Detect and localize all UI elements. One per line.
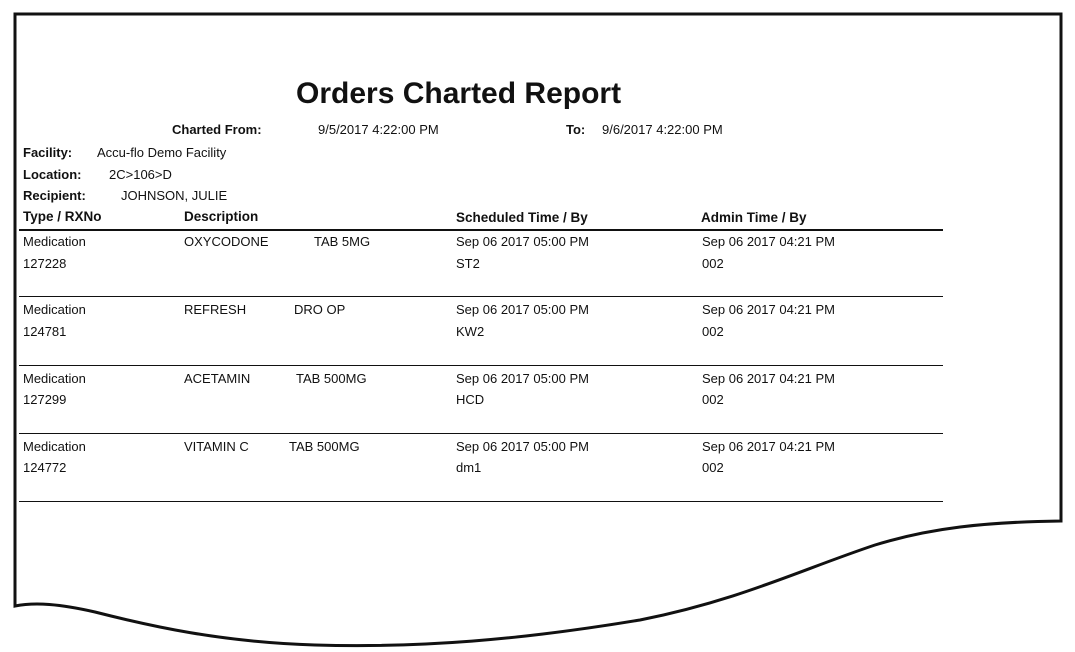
row-admin: Sep 06 2017 04:21 PM bbox=[702, 234, 835, 249]
column-header-admin: Admin Time / By bbox=[701, 210, 807, 225]
recipient-value: JOHNSON, JULIE bbox=[121, 188, 228, 203]
column-header-type-rxno: Type / RXNo bbox=[23, 209, 102, 224]
recipient-label: Recipient: bbox=[23, 188, 86, 203]
row-drug: REFRESH bbox=[184, 302, 247, 317]
column-header-scheduled: Scheduled Time / By bbox=[456, 210, 588, 225]
row-type: Medication bbox=[23, 234, 86, 249]
header-rule bbox=[19, 229, 943, 231]
row-scheduled: Sep 06 2017 05:00 PM bbox=[456, 302, 589, 317]
row-rxno: 124772 bbox=[23, 460, 67, 475]
row-scheduled-by: HCD bbox=[456, 392, 485, 407]
to-value: 9/6/2017 4:22:00 PM bbox=[602, 122, 723, 137]
row-drug: ACETAMIN bbox=[184, 371, 251, 386]
facility-label: Facility: bbox=[23, 145, 73, 160]
charted-from-value: 9/5/2017 4:22:00 PM bbox=[318, 122, 439, 137]
row-admin: Sep 06 2017 04:21 PM bbox=[702, 371, 835, 386]
row-form: TAB 500MG bbox=[289, 439, 360, 454]
row-form: DRO OP bbox=[294, 302, 346, 317]
row-scheduled-by: dm1 bbox=[456, 460, 482, 475]
row-type: Medication bbox=[23, 371, 86, 386]
row-admin-by: 002 bbox=[702, 256, 724, 271]
row-form: TAB 500MG bbox=[296, 371, 367, 386]
location-value: 2C>106>D bbox=[109, 167, 172, 182]
row-scheduled-by: ST2 bbox=[456, 256, 480, 271]
row-scheduled-by: KW2 bbox=[456, 324, 485, 339]
facility-value: Accu-flo Demo Facility bbox=[97, 145, 227, 160]
row-rxno: 127228 bbox=[23, 256, 67, 271]
row-admin-by: 002 bbox=[702, 324, 724, 339]
row-drug: VITAMIN C bbox=[184, 439, 249, 454]
row-divider bbox=[19, 433, 943, 434]
column-header-description: Description bbox=[184, 209, 259, 224]
row-admin: Sep 06 2017 04:21 PM bbox=[702, 439, 835, 454]
row-type: Medication bbox=[23, 439, 86, 454]
row-admin: Sep 06 2017 04:21 PM bbox=[702, 302, 835, 317]
row-divider bbox=[19, 501, 943, 502]
row-admin-by: 002 bbox=[702, 392, 724, 407]
row-drug: OXYCODONE bbox=[184, 234, 269, 249]
row-scheduled: Sep 06 2017 05:00 PM bbox=[456, 371, 589, 386]
row-type: Medication bbox=[23, 302, 86, 317]
row-admin-by: 002 bbox=[702, 460, 724, 475]
row-scheduled: Sep 06 2017 05:00 PM bbox=[456, 439, 589, 454]
row-scheduled: Sep 06 2017 05:00 PM bbox=[456, 234, 589, 249]
report-title: Orders Charted Report bbox=[296, 77, 622, 110]
row-form: TAB 5MG bbox=[314, 234, 371, 249]
row-divider bbox=[19, 365, 943, 366]
to-label: To: bbox=[566, 122, 586, 137]
row-rxno: 124781 bbox=[23, 324, 67, 339]
row-divider bbox=[19, 296, 943, 297]
row-rxno: 127299 bbox=[23, 392, 67, 407]
charted-from-label: Charted From: bbox=[172, 122, 262, 137]
location-label: Location: bbox=[23, 167, 82, 182]
